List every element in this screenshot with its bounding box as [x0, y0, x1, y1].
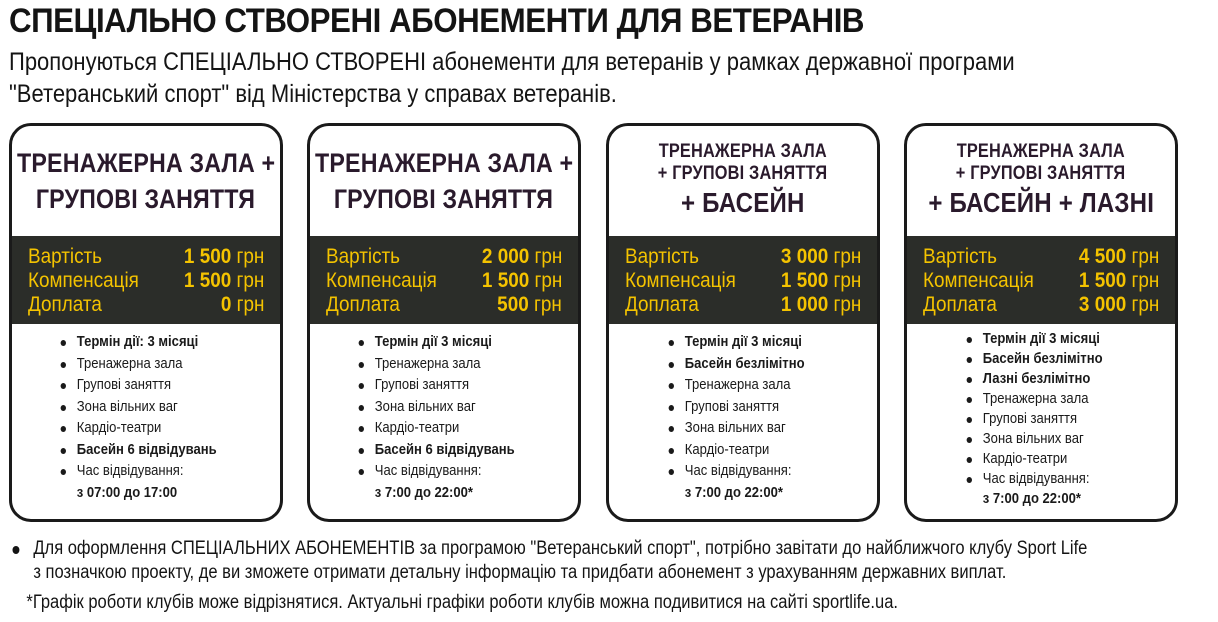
feature-item: Термін дії 3 місяці: [355, 332, 515, 354]
feature-hours: з 7:00 до 22:00*: [375, 484, 474, 501]
feature-item: Тренажерна зала: [57, 354, 217, 376]
feature-hours: з 07:00 до 17:00: [77, 484, 178, 501]
price-row-surcharge: [326, 293, 562, 317]
surcharge-label: Доплата: [326, 293, 400, 316]
feature-item: Зона вільних ваг: [355, 397, 515, 419]
footer-note: *Графік роботи клубів може відрізнятися. Актуальні графіки роботи клубів можна подивитися на сайті sportlife.ua.: [26, 592, 899, 613]
price-row-surcharge: [28, 293, 264, 317]
subscription-card-3[interactable]: [606, 123, 880, 522]
footer: [9, 537, 1087, 615]
card-title: [907, 126, 1175, 236]
cost-label: Вартість: [28, 245, 103, 268]
price-row-cost: [326, 245, 562, 269]
feature-item: Термін дії 3 місяці: [963, 329, 1103, 349]
feature-item: Кардіо-театри: [665, 440, 805, 462]
cost-label: Вартість: [326, 245, 401, 268]
feature-item: Зона вільних ваг: [665, 418, 805, 440]
surcharge-value: 3 000 грн: [1078, 293, 1159, 316]
card-title-line-2: ГРУПОВІ ЗАНЯТТЯ: [36, 184, 256, 214]
cost-label: Вартість: [625, 245, 700, 268]
surcharge-value: 0 грн: [220, 293, 264, 316]
compensation-label: Компенсація: [28, 269, 139, 292]
feature-item: Час відвідування:: [665, 461, 805, 483]
card-title-line-3: + БАСЕЙН: [681, 187, 805, 218]
feature-item: Басейн безлімітно: [665, 354, 805, 376]
cost-value: 2 000 грн: [481, 245, 562, 268]
feature-item: Групові заняття: [963, 409, 1103, 429]
feature-item: Групові заняття: [665, 397, 805, 419]
price-row-surcharge: [923, 293, 1159, 317]
price-row-surcharge: [625, 293, 861, 317]
feature-item: Час відвідування:: [355, 461, 515, 483]
feature-list: [609, 324, 877, 519]
compensation-label: Компенсація: [923, 269, 1034, 292]
feature-item: Басейн 6 відвідувань: [57, 440, 217, 462]
price-band: [609, 236, 877, 324]
feature-item: Тренажерна зала: [963, 389, 1103, 409]
price-row-cost: [625, 245, 861, 269]
card-title-line-2: ГРУПОВІ ЗАНЯТТЯ: [334, 184, 554, 214]
feature-list: [907, 324, 1175, 519]
price-row-cost: [28, 245, 264, 269]
card-title-line-3: + БАСЕЙН + ЛАЗНІ: [928, 187, 1154, 218]
feature-item: Час відвідування:: [57, 461, 217, 483]
footer-instructions: [9, 537, 1087, 585]
feature-item: Час відвідування:: [963, 469, 1103, 489]
footer-line-1: Для оформлення СПЕЦІАЛЬНИХ АБОНЕМЕНТІВ за програмою "Ветеранський спорт", потрібно завітати до найближчого клубу Sport Life: [33, 538, 1088, 559]
compensation-label: Компенсація: [625, 269, 736, 292]
surcharge-label: Доплата: [625, 293, 699, 316]
price-row-compensation: [923, 269, 1159, 293]
feature-item: Кардіо-театри: [963, 449, 1103, 469]
card-title: [310, 126, 578, 236]
card-title: [609, 126, 877, 236]
feature-item: Кардіо-театри: [355, 418, 515, 440]
cost-label: Вартість: [923, 245, 998, 268]
page-title: СПЕЦІАЛЬНО СТВОРЕНІ АБОНЕМЕНТИ ДЛЯ ВЕТЕРАНІВ: [9, 2, 865, 40]
price-row-compensation: [28, 269, 264, 293]
feature-list: [310, 324, 578, 519]
intro-text: [9, 46, 1015, 110]
compensation-value: 1 500 грн: [481, 269, 562, 292]
feature-item: Басейн безлімітно: [963, 349, 1103, 369]
subscription-card-2[interactable]: [307, 123, 581, 522]
card-title-line-2: + ГРУПОВІ ЗАНЯТТЯ: [956, 163, 1126, 184]
subscription-card-4[interactable]: [904, 123, 1178, 522]
feature-item: Тренажерна зала: [665, 375, 805, 397]
surcharge-value: 1 000 грн: [780, 293, 861, 316]
card-title-line-1: ТРЕНАЖЕРНА ЗАЛА +: [314, 148, 574, 178]
compensation-label: Компенсація: [326, 269, 437, 292]
compensation-value: 1 500 грн: [183, 269, 264, 292]
price-row-compensation: [625, 269, 861, 293]
cost-value: 3 000 грн: [780, 245, 861, 268]
card-title: [12, 126, 280, 236]
card-title-line-1: ТРЕНАЖЕРНА ЗАЛА: [658, 141, 828, 162]
card-title-line-2: + ГРУПОВІ ЗАНЯТТЯ: [658, 163, 828, 184]
footer-line-2: з позначкою проекту, де ви зможете отримати детальну інформацію та придбати абонемент з урахуванням державних виплат.: [33, 562, 1007, 583]
card-title-line-1: ТРЕНАЖЕРНА ЗАЛА: [956, 141, 1126, 162]
intro-line-1: Пропонуються СПЕЦІАЛЬНО СТВОРЕНІ абонементи для ветеранів у рамках державної програми: [9, 48, 1015, 76]
feature-item: Групові заняття: [355, 375, 515, 397]
cost-value: 4 500 грн: [1078, 245, 1159, 268]
surcharge-label: Доплата: [923, 293, 997, 316]
price-band: [310, 236, 578, 324]
price-band: [907, 236, 1175, 324]
feature-item: Групові заняття: [57, 375, 217, 397]
price-row-compensation: [326, 269, 562, 293]
price-band: [12, 236, 280, 324]
price-row-cost: [923, 245, 1159, 269]
feature-item: Термін дії 3 місяці: [665, 332, 805, 354]
surcharge-value: 500 грн: [497, 293, 562, 316]
feature-item: Зона вільних ваг: [57, 397, 217, 419]
feature-item: Басейн 6 відвідувань: [355, 440, 515, 462]
feature-list: [12, 324, 280, 519]
surcharge-label: Доплата: [28, 293, 102, 316]
subscription-card-1[interactable]: [9, 123, 283, 522]
feature-item: Зона вільних ваг: [963, 429, 1103, 449]
feature-item: Термін дії: 3 місяці: [57, 332, 217, 354]
card-title-line-1: ТРЕНАЖЕРНА ЗАЛА +: [16, 148, 276, 178]
feature-item: Тренажерна зала: [355, 354, 515, 376]
compensation-value: 1 500 грн: [1078, 269, 1159, 292]
cost-value: 1 500 грн: [183, 245, 264, 268]
feature-hours: з 7:00 до 22:00*: [983, 491, 1082, 507]
compensation-value: 1 500 грн: [780, 269, 861, 292]
feature-hours: з 7:00 до 22:00*: [685, 484, 784, 501]
feature-item: Кардіо-театри: [57, 418, 217, 440]
intro-line-2: "Ветеранський спорт" від Міністерства у справах ветеранів.: [9, 80, 617, 108]
feature-item: Лазні безлімітно: [963, 369, 1103, 389]
